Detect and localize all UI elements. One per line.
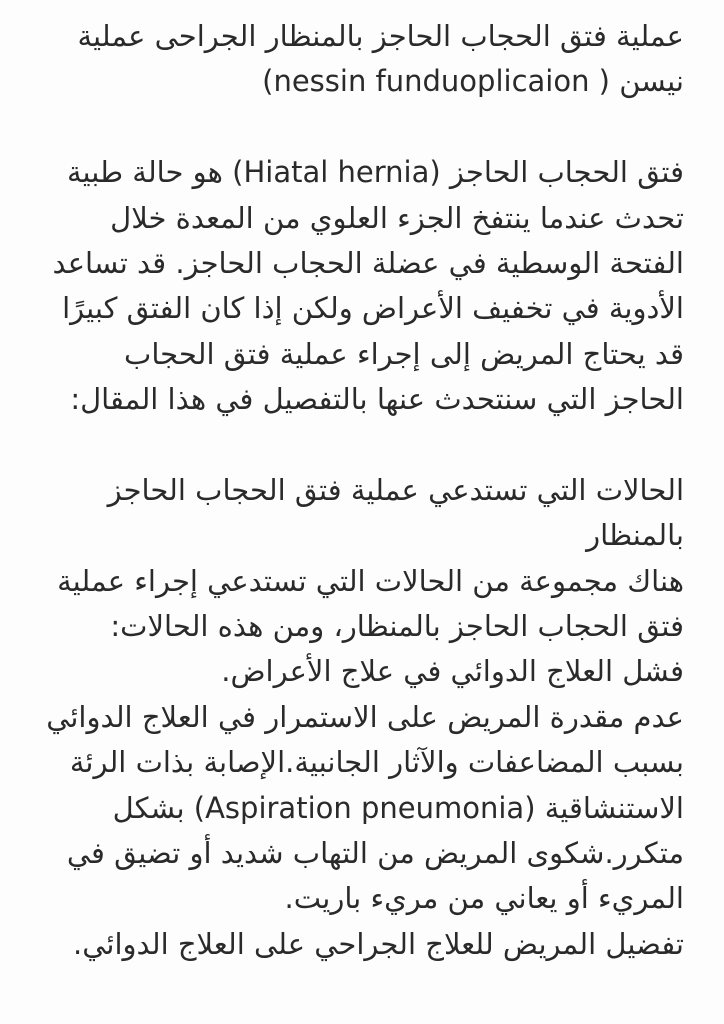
intro-line: تحدث عندما ينتفخ الجزء العلوي من المعدة خلال [110,200,684,235]
section-body-line: عدم مقدرة المريض على الاستمرار في العلاج الدوائي [46,699,684,734]
section-body-line: فتق الحجاب الحاجز بالمنظار، ومن هذه الحالات: [110,609,684,644]
intro-line: قد يحتاج المريض إلى إجراء عملية فتق الحجاب [124,336,684,371]
title-line: نيسن ( nessin funduoplicaion) [262,64,684,99]
paragraph-gap [36,423,684,468]
section-body-line: هناك مجموعة من الحالات التي تستدعي إجراء عملية [57,563,684,598]
section-body-line: الاستنشاقية (Aspiration pneumonia) بشكل [112,790,684,825]
article-title [36,14,684,105]
section-heading-line: الحالات التي تستدعي عملية فتق الحجاب الحاجز [107,472,684,507]
section-body-line: المريء أو يعاني من مريء باريت. [284,881,684,916]
section-body-line: متكرر.شكوى المريض من التهاب شديد أو تضيق في [66,836,684,871]
intro-line: الحاجز التي سنتحدث عنها بالتفصيل في هذا المقال: [70,382,684,417]
intro-line: الفتحة الوسطية في عضلة الحجاب الحاجز. قد تساعد [52,245,684,280]
intro-paragraph [36,150,684,422]
intro-line: فتق الحجاب الحاجز (Hiatal hernia) هو حالة طبية [66,155,684,190]
title-line: عملية فتق الحجاب الحاجز بالمنظار الجراحى عملية [77,19,684,53]
intro-line: الأدوية في تخفيف الأعراض ولكن إذا كان الفتق كبيرًا [62,291,684,326]
section-heading [36,468,684,559]
section-heading-line: بالمنظار [586,518,684,553]
section-body-line: بسبب المضاعفات والآثار الجانبية.الإصابة بذات الرئة [69,745,684,780]
section-body-line: تفضيل المريض للعلاج الجراحي على العلاج الدوائي. [72,926,684,961]
paragraph-gap [36,105,684,150]
section-body [36,559,684,968]
section-body-line: فشل العلاج الدوائي في علاج الأعراض. [221,654,684,689]
